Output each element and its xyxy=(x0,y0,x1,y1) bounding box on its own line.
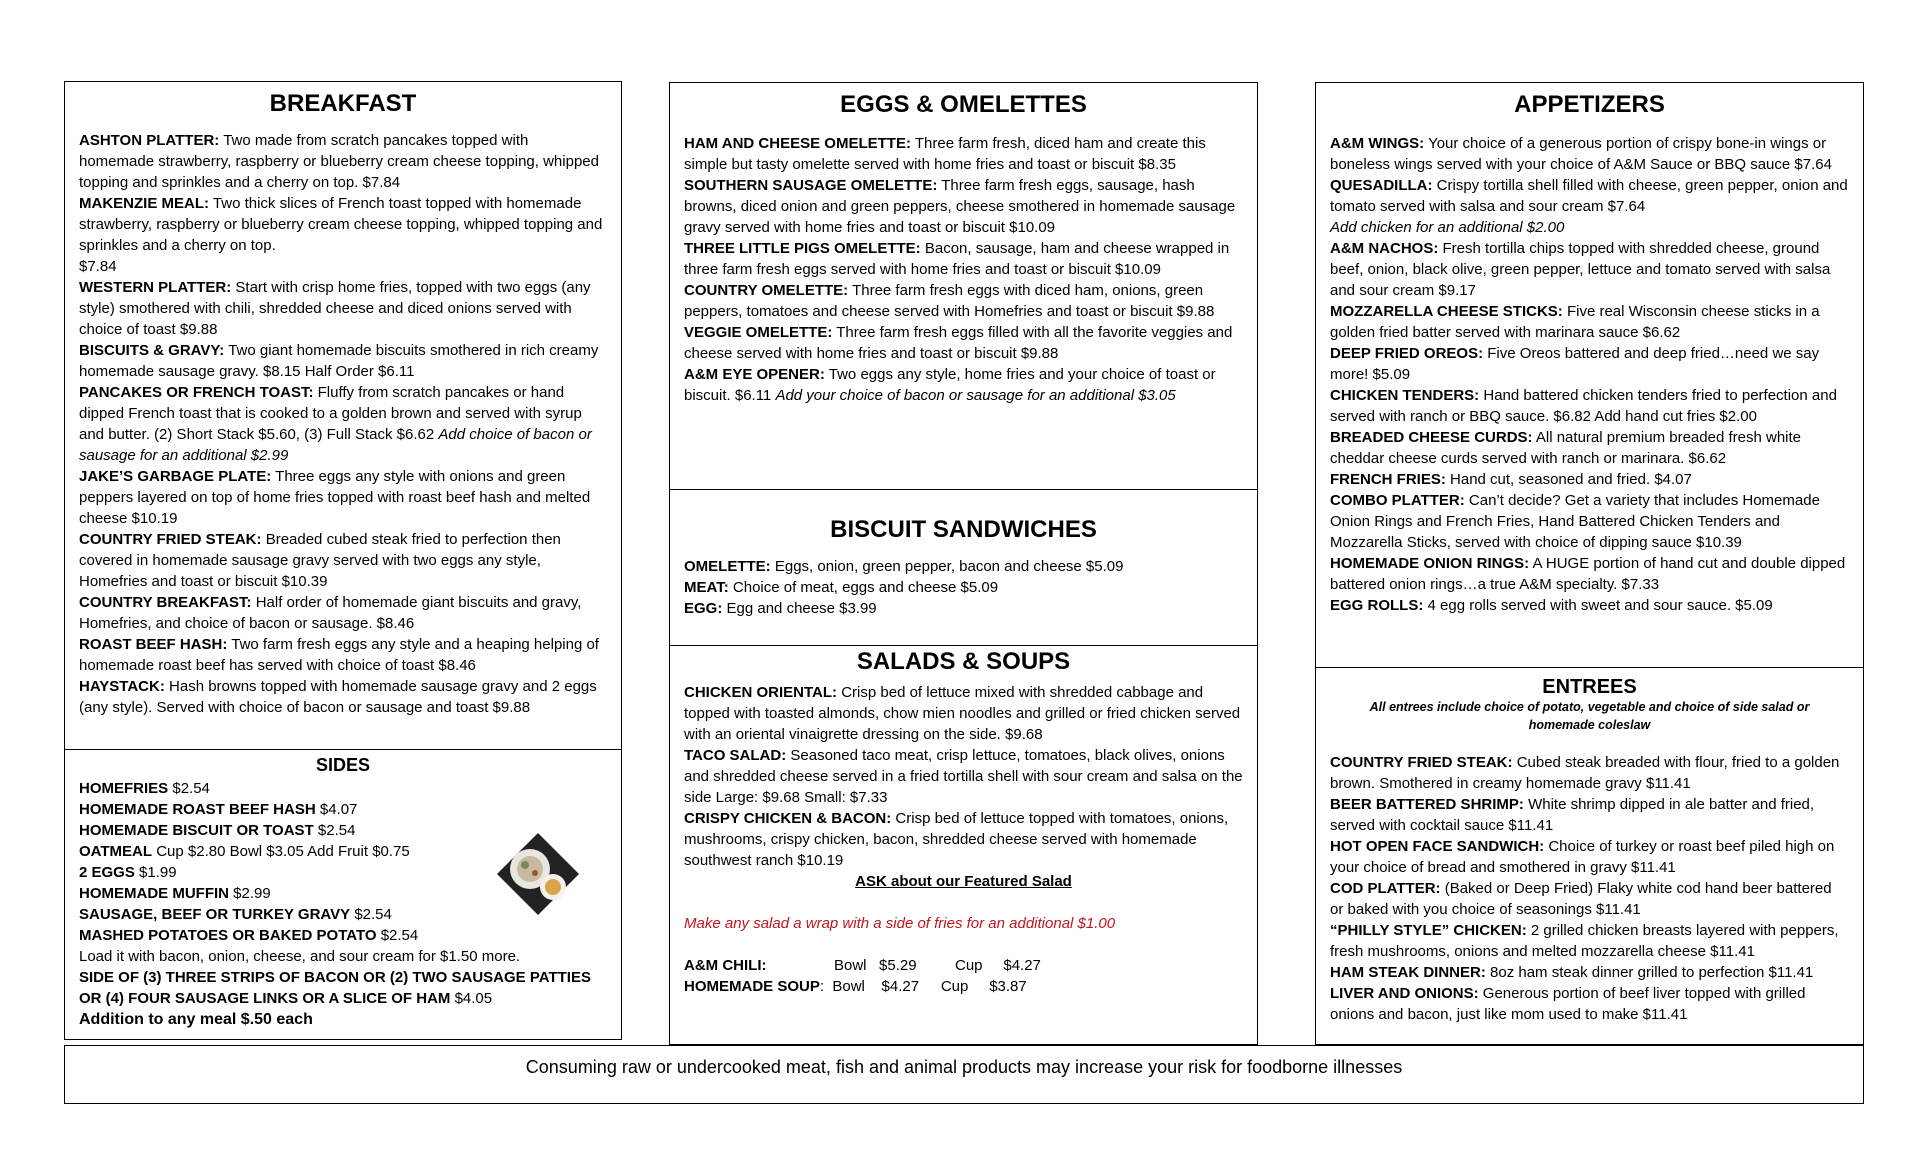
appetizer-item xyxy=(1330,343,1849,385)
appetizer-item-desc: 4 egg rolls served with sweet and sour sauce. $5.09 xyxy=(1427,597,1773,614)
side-item-name: SIDE OF (3) THREE STRIPS OF BACON OR (2) TWO SAUSAGE PATTIES OR (4) FOUR SAUSAGE LINKS OR A SLICE OF HAM xyxy=(79,969,591,1007)
soup-row xyxy=(684,955,1243,976)
side-item-name: HOMEFRIES xyxy=(79,780,169,797)
breakfast-item-desc: Hash browns topped with homemade sausage gravy and 2 eggs (any style). Served with choice of bacon or sausage and toast $9.88 xyxy=(79,678,597,716)
entree-item-name: BEER BATTERED SHRIMP: xyxy=(1330,796,1524,813)
entree-item-desc: 8oz ham steak dinner grilled to perfection $11.41 xyxy=(1490,964,1814,981)
omelette-item xyxy=(684,238,1243,280)
breakfast-list xyxy=(79,130,607,718)
appetizer-item-desc: Crispy tortilla shell filled with cheese, green pepper, onion and tomato served with salsa and sour cream $7.64 xyxy=(1330,177,1848,215)
breakfast-item xyxy=(79,529,607,592)
appetizer-item-desc: Hand battered chicken tenders fried to perfection and served with ranch or BBQ sauce. $6.82 Add hand cut fries $2.00 xyxy=(1330,387,1837,425)
soup-bowl-price: Bowl $5.29 xyxy=(834,957,917,974)
biscuit-item-desc: Eggs, onion, green pepper, bacon and cheese $5.09 xyxy=(774,558,1124,575)
salad-item-name: TACO SALAD: xyxy=(684,747,787,764)
entree-item-desc: (Baked or Deep Fried) Flaky white cod hand beer battered or baked with you choice of seasonings $11.41 xyxy=(1330,880,1832,918)
biscuit-item-desc: Choice of meat, eggs and cheese $5.09 xyxy=(732,579,999,596)
side-item xyxy=(79,799,607,820)
appetizer-item-name: QUESADILLA: xyxy=(1330,177,1433,194)
breakfast-item xyxy=(79,277,607,340)
salad-item-name: CHICKEN ORIENTAL: xyxy=(684,684,838,701)
biscuit-list xyxy=(684,556,1243,619)
breakfast-item-desc: Two thick slices of French toast topped with homemade strawberry, raspberry or blueberry cream cheese topping, whipped topping and sprinkles and a cherry on top. xyxy=(79,195,603,254)
breakfast-item-desc: Start with crisp home fries, topped with two eggs (any style) smothered with chili, shredded cheese and diced onions served with choice of toast $9.88 xyxy=(79,279,591,338)
soup-name: A&M CHILI: xyxy=(684,957,767,974)
side-item xyxy=(79,925,607,946)
salad-item-desc: Crisp bed of lettuce topped with tomatoes, onions, mushrooms, crispy chicken, bacon, shredded cheese served with homemade southwest ranch $10.19 xyxy=(684,810,1229,869)
entree-item-name: COUNTRY FRIED STEAK: xyxy=(1330,754,1513,771)
entrees-list xyxy=(1330,752,1849,1025)
featured-salad: ASK about our Featured Salad xyxy=(855,873,1072,890)
appetizer-item-note: Add chicken for an additional $2.00 xyxy=(1330,219,1565,236)
breakfast-item xyxy=(79,340,607,382)
breakfast-item-desc: $7.84 xyxy=(79,258,117,275)
appetizer-item xyxy=(1330,385,1849,427)
entree-item-name: HAM STEAK DINNER: xyxy=(1330,964,1486,981)
appetizer-item-desc: Hand cut, seasoned and fried. $4.07 xyxy=(1450,471,1692,488)
biscuit-item xyxy=(684,598,1243,619)
omelette-item-desc: Three farm fresh eggs, sausage, hash browns, diced onion and green peppers, cheese smothered in homemade sausage gravy served with home fries and toast or biscuit $10.09 xyxy=(684,177,1236,236)
breakfast-item-desc: Two farm fresh eggs any style and a heaping helping of homemade roast beef has served with choice of toast $8.46 xyxy=(79,636,599,674)
footer-section xyxy=(64,1045,1864,1104)
breakfast-item xyxy=(79,256,607,277)
omelette-item-name: SOUTHERN SAUSAGE OMELETTE: xyxy=(684,177,938,194)
appetizer-item xyxy=(1330,238,1849,301)
breakfast-item-name: COUNTRY BREAKFAST: xyxy=(79,594,252,611)
eggs-list xyxy=(684,133,1243,406)
entree-item-name: COD PLATTER: xyxy=(1330,880,1441,897)
breakfast-item-name: PANCAKES OR FRENCH TOAST: xyxy=(79,384,314,401)
omelette-item-name: COUNTRY OMELETTE: xyxy=(684,282,849,299)
salad-item xyxy=(684,808,1243,871)
entree-item xyxy=(1330,836,1849,878)
appetizer-item-name: A&M WINGS: xyxy=(1330,135,1425,152)
appetizer-item-name: EGG ROLLS: xyxy=(1330,597,1424,614)
appetizer-item-name: COMBO PLATTER: xyxy=(1330,492,1465,509)
omelette-item xyxy=(684,364,1243,406)
appetizer-item xyxy=(1330,469,1849,490)
soup-row xyxy=(684,976,1243,997)
omelette-item xyxy=(684,175,1243,238)
entree-item xyxy=(1330,962,1849,983)
entree-item-name: HOT OPEN FACE SANDWICH: xyxy=(1330,838,1545,855)
breakfast-item xyxy=(79,592,607,634)
appetizer-item xyxy=(1330,133,1849,175)
appetizer-item-desc: Five Oreos battered and deep fried…need we say more! $5.09 xyxy=(1330,345,1820,383)
appetizer-item-name: DEEP FRIED OREOS: xyxy=(1330,345,1484,362)
salad-item xyxy=(684,745,1243,808)
entree-item xyxy=(1330,983,1849,1025)
entree-item-desc: Choice of turkey or roast beef piled high on your choice of bread and smothered in gravy $11.41 xyxy=(1330,838,1835,876)
appetizer-item xyxy=(1330,553,1849,595)
soups-list xyxy=(684,955,1243,997)
omelette-item-name: VEGGIE OMELETTE: xyxy=(684,324,833,341)
eggs-title: EGGS & OMELETTES xyxy=(840,91,1087,118)
appetizer-item xyxy=(1330,217,1849,238)
breakfast-item-desc: Half order of homemade giant biscuits and gravy, Homefries, and choice of bacon or sausage. $8.46 xyxy=(79,594,582,632)
omelette-item-name: HAM AND CHEESE OMELETTE: xyxy=(684,135,911,152)
breakfast-section xyxy=(64,81,622,1040)
salad-item xyxy=(684,682,1243,745)
sides-title: SIDES xyxy=(315,755,371,775)
divider xyxy=(670,489,1257,490)
appetizers-title: APPETIZERS xyxy=(1514,91,1665,118)
salad-item-desc: Seasoned taco meat, crisp lettuce, tomatoes, black olives, onions and shredded cheese served in a fried tortilla shell with sour cream and salsa on the side Large: $9.68 Small: $7.33 xyxy=(684,747,1243,806)
side-item xyxy=(79,946,607,967)
entree-item xyxy=(1330,920,1849,962)
appetizer-item-name: HOMEMADE ONION RINGS: xyxy=(1330,555,1530,572)
breakfast-item xyxy=(79,466,607,529)
omelette-item xyxy=(684,133,1243,175)
breakfast-title: BREAKFAST xyxy=(269,90,417,117)
food-plate-icon xyxy=(495,831,581,917)
divider xyxy=(1316,667,1863,668)
biscuit-item xyxy=(684,556,1243,577)
appetizer-item-desc: Fresh tortilla chips topped with shredded cheese, ground beef, onion, black olive, green pepper, lettuce and tomato served with salsa and sour cream $9.17 xyxy=(1330,240,1831,299)
appetizer-item-name: A&M NACHOS: xyxy=(1330,240,1439,257)
omelette-item-desc: Three farm fresh eggs filled with all the favorite veggies and cheese served with home fries and toast or biscuit $9.88 xyxy=(684,324,1233,362)
breakfast-item xyxy=(79,382,607,466)
side-item-name: MASHED POTATOES OR BAKED POTATO xyxy=(79,927,377,944)
biscuit-title: BISCUIT SANDWICHES xyxy=(830,516,1097,543)
breakfast-item xyxy=(79,634,607,676)
sides-footer: Addition to any meal $.50 each xyxy=(79,1011,313,1028)
salads-title: SALADS & SOUPS xyxy=(856,648,1071,675)
omelette-item xyxy=(684,280,1243,322)
biscuit-item-name: EGG: xyxy=(684,600,723,617)
breakfast-item-note: Add choice of bacon or sausage for an additional $2.99 xyxy=(79,426,592,464)
breakfast-item-desc: Two made from scratch pancakes topped with homemade strawberry, raspberry or blueberry cream cheese topping, whipped topping and sprinkles and a cherry on top. $7.84 xyxy=(79,132,599,191)
biscuit-item-name: MEAT: xyxy=(684,579,729,596)
breakfast-item xyxy=(79,130,607,193)
entree-item-name: “PHILLY STYLE” CHICKEN: xyxy=(1330,922,1527,939)
omelette-item-note: Add your choice of bacon or sausage for an additional $3.05 xyxy=(775,387,1176,404)
appetizer-item xyxy=(1330,595,1849,616)
breakfast-item-desc: Breaded cubed steak fried to perfection then covered in homemade sausage gravy served with two eggs any style, Homefries and toast or biscuit $10.39 xyxy=(79,531,561,590)
omelette-item-desc: Three farm fresh, diced ham and create this simple but tasty omelette served with home fries and toast or biscuit $8.35 xyxy=(684,135,1206,173)
appetizer-item-desc: Five real Wisconsin cheese sticks in a golden fried batter served with marinara sauce $6.62 xyxy=(1330,303,1820,341)
entree-item xyxy=(1330,878,1849,920)
side-item-name: HOMEMADE ROAST BEEF HASH xyxy=(79,801,316,818)
appetizer-item xyxy=(1330,175,1849,217)
entrees-title: ENTREES xyxy=(1542,676,1637,698)
side-item-desc: $4.05 xyxy=(454,990,493,1007)
omelette-item-name: A&M EYE OPENER: xyxy=(684,366,825,383)
breakfast-item xyxy=(79,193,607,256)
breakfast-item-desc: Two giant homemade biscuits smothered in rich creamy homemade sausage gravy. $8.15 Half Order $6.11 xyxy=(79,342,599,380)
appetizer-item-desc: Your choice of a generous portion of crispy bone-in wings or boneless wings served with your choice of A&M Sauce or BBQ sauce $7.64 xyxy=(1330,135,1832,173)
entree-item xyxy=(1330,752,1849,794)
soup-cup-price: Cup $4.27 xyxy=(955,957,1041,974)
salad-item-desc: Crisp bed of lettuce mixed with shredded cabbage and topped with toasted almonds, chow mien noodles and grilled or fried chicken served with an oriental vinaigrette dressing on the side. $9.68 xyxy=(684,684,1241,743)
breakfast-item-name: JAKE’S GARBAGE PLATE: xyxy=(79,468,272,485)
breakfast-item-name: MAKENZIE MEAL: xyxy=(79,195,209,212)
side-item-desc: $2.54 xyxy=(380,927,419,944)
breakfast-item-name: BISCUITS & GRAVY: xyxy=(79,342,225,359)
biscuit-item-name: OMELETTE: xyxy=(684,558,771,575)
breakfast-item xyxy=(79,676,607,718)
side-item-desc: $4.07 xyxy=(319,801,358,818)
side-item-desc: $1.99 xyxy=(139,864,177,881)
omelette-item-desc: Bacon, sausage, ham and cheese wrapped in three farm fresh eggs served with home fries and toast or biscuit $10.09 xyxy=(684,240,1230,278)
breakfast-item-desc: Three eggs any style with onions and green peppers layered on top of home fries topped with roast beef hash and melted cheese $10.19 xyxy=(79,468,591,527)
side-item-desc: $2.54 xyxy=(354,906,392,923)
appetizers-list xyxy=(1330,133,1849,616)
breakfast-item-name: ROAST BEEF HASH: xyxy=(79,636,228,653)
appetizer-item-desc: Can’t decide? Get a variety that includes Homemade Onion Rings and French Fries, Hand Battered Chicken Tenders and Mozzarella Sticks, served with choice of dipping sauce $10.39 xyxy=(1330,492,1820,551)
omelette-item-desc: Three farm fresh eggs with diced ham, onions, green peppers, tomatoes and cheese served with Homefries and toast or biscuit $9.88 xyxy=(684,282,1215,320)
entree-item-name: LIVER AND ONIONS: xyxy=(1330,985,1479,1002)
breakfast-item-name: ASHTON PLATTER: xyxy=(79,132,220,149)
wrap-note: Make any salad a wrap with a side of fries for an additional $1.00 xyxy=(684,915,1116,932)
side-item-name: HOMEMADE MUFFIN xyxy=(79,885,229,902)
soup-name: HOMEMADE SOUP xyxy=(684,978,820,995)
appetizer-item-desc: All natural premium breaded fresh white cheddar cheese curds served with ranch or marinara. $6.62 xyxy=(1330,429,1802,467)
appetizer-item-name: MOZZARELLA CHEESE STICKS: xyxy=(1330,303,1563,320)
appetizer-item xyxy=(1330,301,1849,343)
appetizer-item-name: CHICKEN TENDERS: xyxy=(1330,387,1480,404)
appetizers-section xyxy=(1315,82,1864,1045)
appetizer-item-name: FRENCH FRIES: xyxy=(1330,471,1446,488)
biscuit-item xyxy=(684,577,1243,598)
omelette-item-name: THREE LITTLE PIGS OMELETTE: xyxy=(684,240,921,257)
breakfast-item-name: WESTERN PLATTER: xyxy=(79,279,232,296)
side-item xyxy=(79,967,607,1009)
side-item-name: OATMEAL xyxy=(79,843,153,860)
entree-item-desc: 2 grilled chicken breasts layered with peppers, fresh mushrooms, onions and melted mozzarella cheese $11.41 xyxy=(1330,922,1839,960)
divider xyxy=(670,645,1257,646)
side-item-desc: Cup $2.80 Bowl $3.05 Add Fruit $0.75 xyxy=(156,843,410,860)
eggs-omelettes-section xyxy=(669,82,1258,1045)
entree-item-desc: White shrimp dipped in ale batter and fried, served with cocktail sauce $11.41 xyxy=(1330,796,1815,834)
entree-item xyxy=(1330,794,1849,836)
side-item-desc: $2.99 xyxy=(233,885,271,902)
entrees-subtitle: All entrees include choice of potato, vegetable and choice of side salad or homemade coleslaw xyxy=(1369,700,1810,732)
omelette-item-desc: Two eggs any style, home fries and your choice of toast or biscuit. $6.11 xyxy=(684,366,1216,404)
foodborne-warning: Consuming raw or undercooked meat, fish and animal products may increase your risk for foodborne illnesses xyxy=(525,1057,1403,1077)
entree-item-desc: Cubed steak breaded with flour, fried to a golden brown. Smothered in creamy homemade gravy $11.41 xyxy=(1330,754,1840,792)
side-item-name: SAUSAGE, BEEF OR TURKEY GRAVY xyxy=(79,906,351,923)
side-item-name: HOMEMADE BISCUIT OR TOAST xyxy=(79,822,314,839)
breakfast-item-name: COUNTRY FRIED STEAK: xyxy=(79,531,262,548)
side-item xyxy=(79,778,607,799)
salad-item-name: CRISPY CHICKEN & BACON: xyxy=(684,810,892,827)
divider xyxy=(65,749,621,750)
side-item-desc: $2.54 xyxy=(317,822,356,839)
biscuit-item-desc: Egg and cheese $3.99 xyxy=(726,600,877,617)
soup-cup-price: Cup $3.87 xyxy=(940,978,1027,995)
soup-bowl-price: : Bowl $4.27 xyxy=(819,978,920,995)
entree-item-desc: Generous portion of beef liver topped with grilled onions and bacon, just like mom used to make $11.41 xyxy=(1330,985,1806,1023)
breakfast-item-desc: Fluffy from scratch pancakes or hand dipped French toast that is cooked to a golden brown and served with syrup and butter. (2) Short Stack $5.60, (3) Full Stack $6.62 xyxy=(79,384,582,443)
side-item-desc: $2.54 xyxy=(172,780,210,797)
salads-list xyxy=(684,682,1243,871)
side-item-name: 2 EGGS xyxy=(79,864,135,881)
omelette-item xyxy=(684,322,1243,364)
appetizer-item xyxy=(1330,427,1849,469)
breakfast-item-name: HAYSTACK: xyxy=(79,678,165,695)
side-item-desc: Load it with bacon, onion, cheese, and sour cream for $1.50 more. xyxy=(79,948,521,965)
appetizer-item-name: BREADED CHEESE CURDS: xyxy=(1330,429,1533,446)
appetizer-item-desc: A HUGE portion of hand cut and double dipped battered onion rings…a true A&M specialty. $7.33 xyxy=(1330,555,1846,593)
appetizer-item xyxy=(1330,490,1849,553)
